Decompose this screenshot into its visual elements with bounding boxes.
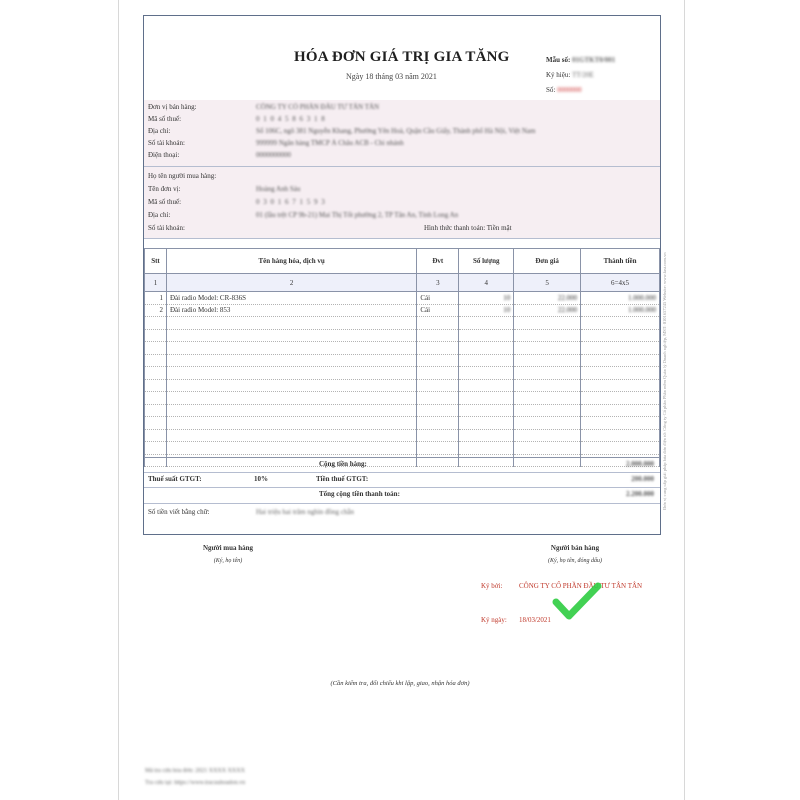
subtotal-value: 2.000.000 [626,460,654,468]
items-table [144,248,660,467]
row-qty: 10 [459,292,514,305]
grand-total-label: Tổng cộng tiền thanh toán: [319,490,400,498]
vat-rate-value: 10% [254,475,268,483]
footer-line: Tra cứu tại: https://www.tracuuhoadon.vn [145,780,246,786]
empty-row [145,429,660,442]
invoice-header [144,16,660,101]
invoice-symbol [546,71,594,79]
seller-signature-note: (Ký, họ tên, đóng dấu) [548,558,602,564]
form-number-value: 01GTKT0/001 [572,56,616,64]
empty-row [145,454,660,467]
payment-method-label: Hình thức thanh toán: [424,224,486,232]
subtotal-label: Cộng tiền hàng: [319,460,367,468]
invoice-number-label: Số: [546,86,556,94]
signed-by-value: CÔNG TY CỔ PHẦN ĐẦU TƯ TÂN TÂN [519,582,643,590]
amount-in-words-value: Hai triệu hai trăm nghìn đồng chẵn [256,508,354,516]
seller-account-value: 999999 Ngân hàng TMCP Á Châu ACB - Chi nhánh [256,139,404,147]
empty-row [145,392,660,405]
buyer-tax-value: 0 3 0 1 6 7 1 5 9 3 [256,198,326,206]
seller-signature-title: Người bán hàng [550,544,600,552]
vat-amount-value: 200.000 [631,475,654,483]
col-number: 4 [459,274,514,292]
payment-method-value: Tiền mặt [486,224,512,232]
row-stt: 2 [145,304,167,317]
row-unit: Cái [417,304,459,317]
provider-side-text: Đơn vị cung cấp giải pháp hóa đơn điện tử: Công ty Cổ phần Phần mềm Quản lý Doanh nghiệp, MST: 0101657245 Website: www.fast.com.vn [662,252,667,510]
seller-tax-value: 0 1 0 4 5 8 6 3 1 8 [256,115,326,123]
totals-divider [144,503,660,504]
row-stt: 1 [145,292,167,305]
seller-unit-label: Đơn vị bán hàng: [148,103,197,111]
empty-row [145,417,660,430]
col-number: 3 [417,274,459,292]
invoice-symbol-value: TT/20E [572,71,594,79]
empty-row [145,442,660,455]
form-number [546,56,615,64]
buyer-tax-label: Mã số thuế: [148,198,182,206]
col-header: Đvt [417,249,459,274]
col-number: 2 [166,274,416,292]
empty-row [145,379,660,392]
row-qty: 10 [459,304,514,317]
buyer-signature-note: (Ký, họ tên) [213,558,243,564]
seller-phone-label: Điện thoại: [148,151,180,159]
col-header: Tên hàng hóa, dịch vụ [166,249,416,274]
col-header: Stt [145,249,167,274]
empty-row [145,342,660,355]
empty-row [145,329,660,342]
vat-amount-label: Tiền thuế GTGT: [316,475,369,483]
footer-line: Mã tra cứu hóa đơn: 2021 XXXX XXXX [145,768,245,774]
seller-address-value: Số 106C, ngõ 381 Nguyễn Khang, Phường Yên Hoà, Quận Cầu Giấy, Thành phố Hà Nội, Việt Nam [256,127,536,135]
totals-divider [144,457,660,458]
col-number: 6=4x5 [581,274,660,292]
signed-by-label: Ký bởi: [481,582,503,590]
signed-date-value: 18/03/2021 [519,616,551,624]
buyer-account-label: Số tài khoản: [148,224,185,232]
invoice-title: HÓA ĐƠN GIÁ TRỊ GIA TĂNG [294,49,510,65]
seller-address-label: Địa chỉ: [148,127,171,135]
row-price: 22.000 [514,292,581,305]
table-row [145,304,660,317]
row-amount: 1.000.000 [581,304,660,317]
invoice-date: Ngày 18 tháng 03 năm 2021 [346,72,437,81]
empty-row [145,404,660,417]
seller-unit-value: CÔNG TY CỔ PHẦN ĐẦU TƯ TÂN TÂN [256,103,380,111]
col-header: Đơn giá [514,249,581,274]
row-amount: 1.000.000 [581,292,660,305]
invoice-number-value: 0000000 [557,86,582,94]
table-row [145,292,660,305]
invoice-symbol-label: Ký hiệu: [546,71,571,79]
col-number: 1 [145,274,167,292]
verification-note: (Cần kiểm tra, đối chiếu khi lập, giao, nhận hóa đơn) [330,680,470,687]
table-header-row [145,249,660,274]
row-name: Đài radio Model: CR-836S [166,292,416,305]
totals-divider [144,487,660,488]
green-checkmark-icon [552,582,602,624]
row-name: Đài radio Model: 853 [166,304,416,317]
vat-rate-label: Thuế suất GTGT: [148,475,202,483]
party-divider [144,166,660,167]
payment-method [424,224,512,232]
buyer-name-label: Họ tên người mua hàng: [148,172,217,180]
invoice-number [546,86,582,94]
party-info [144,100,660,239]
seller-account-label: Số tài khoản: [148,139,185,147]
col-number: 5 [514,274,581,292]
col-header: Số lượng [459,249,514,274]
amount-in-words-label: Số tiền viết bằng chữ: [148,508,210,516]
col-header: Thành tiền [581,249,660,274]
grand-total-value: 2.200.000 [626,490,654,498]
seller-phone-value: 0000000000 [256,151,291,159]
buyer-address-label: Địa chỉ: [148,211,171,219]
seller-tax-label: Mã số thuế: [148,115,182,123]
buyer-signature-title: Người mua hàng [202,544,254,552]
invoice-frame [143,15,661,535]
empty-row [145,317,660,330]
signed-date-label: Ký ngày: [481,616,507,624]
empty-row [145,354,660,367]
row-price: 22.000 [514,304,581,317]
buyer-unit-label: Tên đơn vị: [148,185,181,193]
row-unit: Cái [417,292,459,305]
column-number-row [145,274,660,292]
totals-divider [144,472,660,473]
buyer-address-value: 01 (lầu trệt CP 9b-21) Mai Thị Tốt phường 2, TP Tân An, Tỉnh Long An [256,211,459,219]
form-number-label: Mẫu số: [546,56,571,64]
buyer-unit-value: Hoàng Anh Sáu [256,185,301,193]
empty-row [145,367,660,380]
